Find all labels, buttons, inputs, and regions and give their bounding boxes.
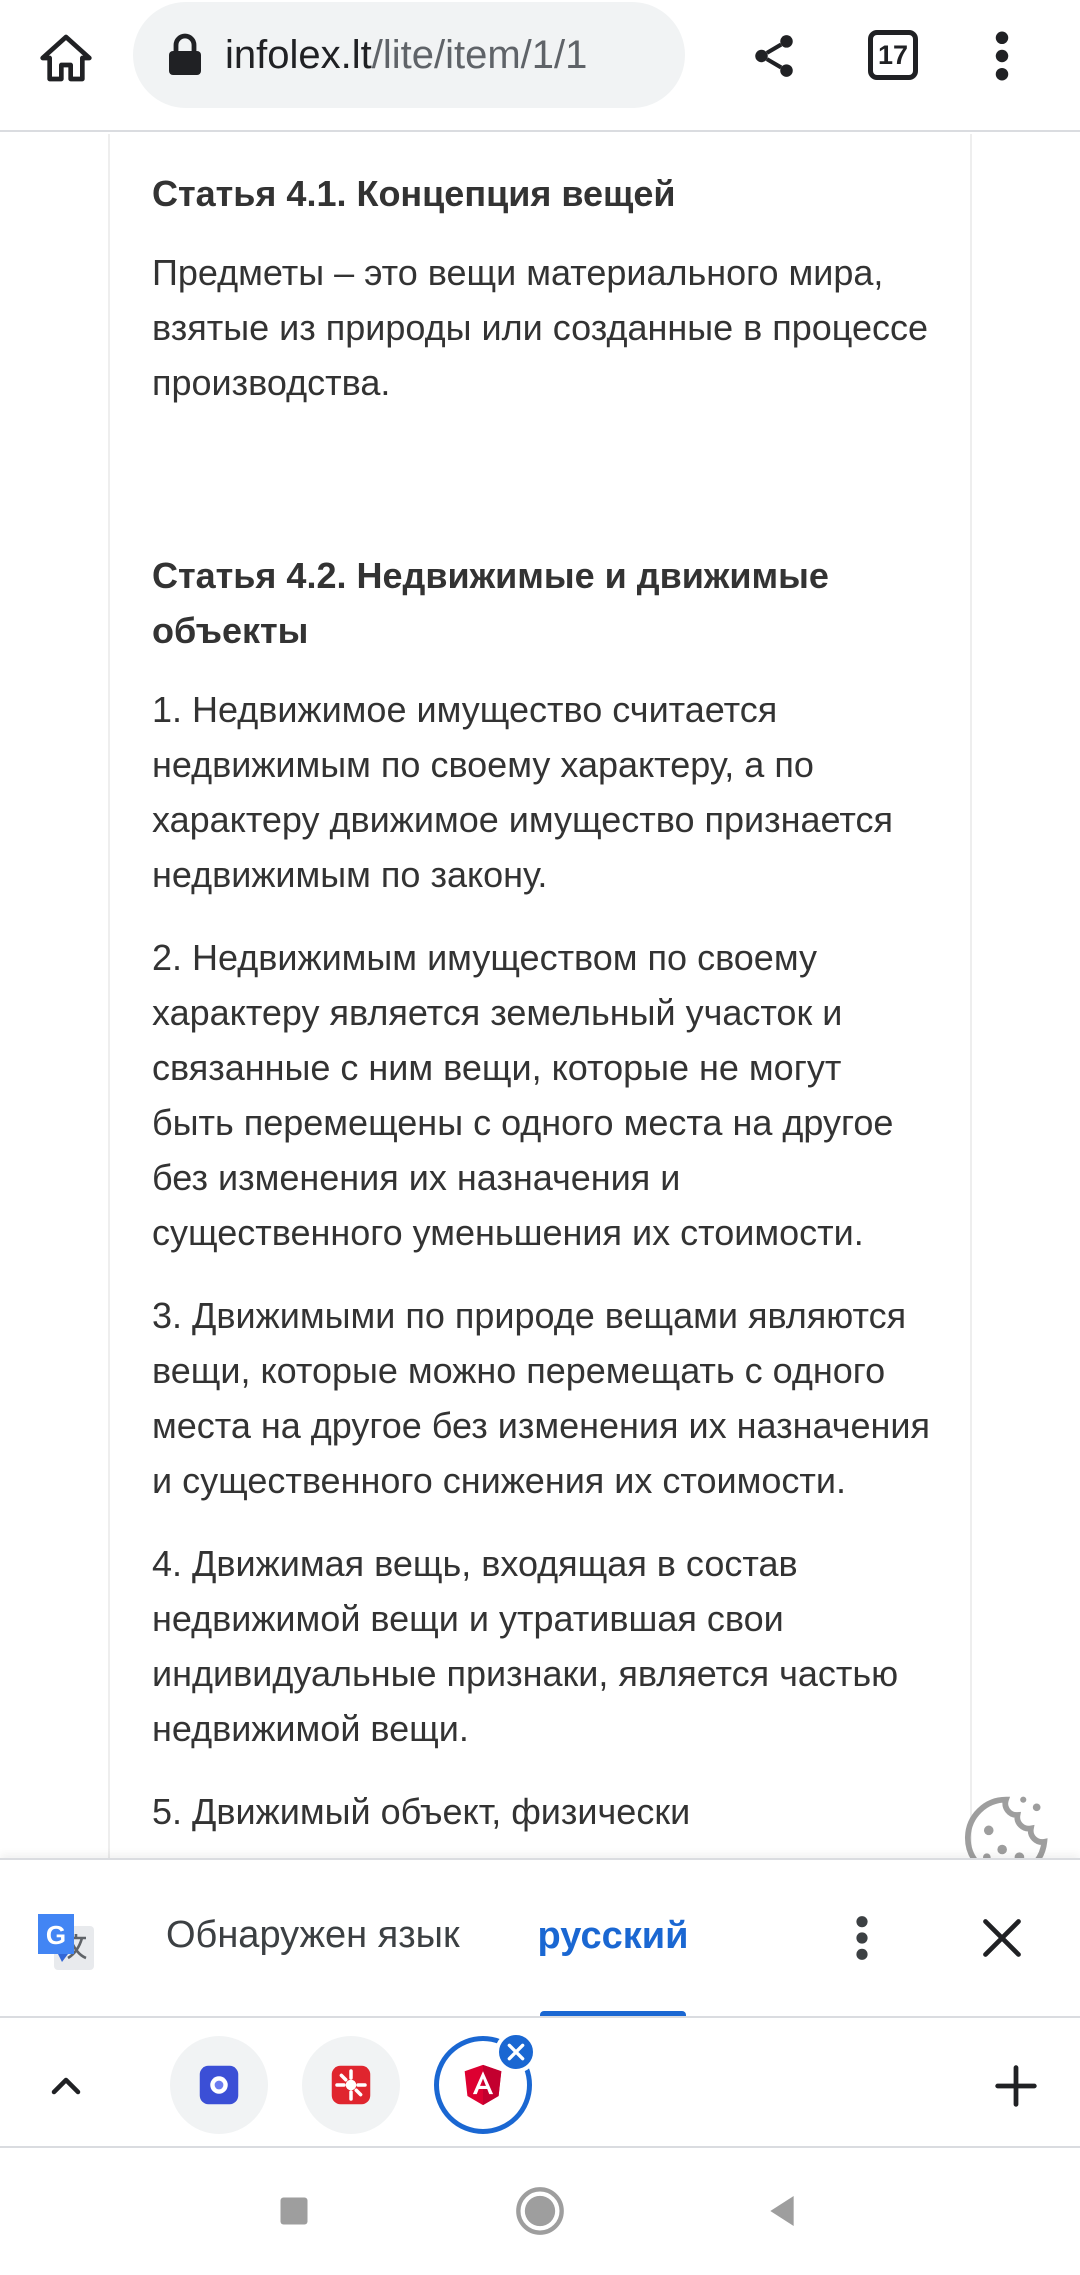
paragraph: Предметы – это вещи материального мира, взятые из природы или созданные в процессе производства. xyxy=(152,252,929,403)
section-heading: Статья 4.1. Концепция вещей xyxy=(152,173,676,214)
recents-icon xyxy=(276,2193,312,2229)
paragraph: 5. Движимый объект, физически xyxy=(152,1791,691,1832)
paragraph: 1. Недвижимое имущество считается недвижимым по своему характеру, а по характеру движимое имущество признается недвижимым по закону. xyxy=(152,689,893,895)
tab-2[interactable] xyxy=(302,2036,400,2134)
language-detected-label: Обнаружен язык xyxy=(166,1914,460,1956)
tab-count: 17 xyxy=(877,39,909,70)
more-vert-icon xyxy=(855,1914,869,1962)
lock-icon xyxy=(167,33,203,77)
web-page xyxy=(0,134,1080,1860)
system-navigation-bar xyxy=(0,2148,1080,2275)
share-button[interactable] xyxy=(738,20,810,92)
close-icon xyxy=(506,2042,526,2062)
paragraph: 4. Движимая вещь, входящая в состав недвижимой вещи и утратившая свои индивидуальные признаки, является частью недвижимой вещи. xyxy=(152,1543,899,1749)
section-gap xyxy=(152,438,930,548)
home-icon xyxy=(38,30,94,86)
tab-strip xyxy=(0,2016,1080,2148)
app-logo-blue-icon xyxy=(198,2064,240,2106)
home-circle-icon xyxy=(514,2185,566,2237)
home-nav-button[interactable] xyxy=(500,2176,580,2246)
expand-tabs-button[interactable] xyxy=(38,2058,94,2114)
more-vert-icon xyxy=(994,30,1010,82)
browser-menu-button[interactable] xyxy=(976,20,1028,92)
language-label: русский xyxy=(537,1914,689,1957)
tab-3-active[interactable] xyxy=(434,2036,532,2134)
google-translate-icon xyxy=(34,1910,98,1974)
language-tab-selected[interactable] xyxy=(537,1860,689,2018)
chevron-up-icon xyxy=(48,2068,84,2104)
home-button[interactable] xyxy=(30,22,102,94)
paragraph: 3. Движимыми по природе вещами являются вещи, которые можно перемещать с одного места на другое без изменения их назначения и существенного снижения их стоимости. xyxy=(152,1295,931,1501)
svg-text:G: G xyxy=(45,1920,67,1950)
recents-button[interactable] xyxy=(254,2176,334,2246)
close-icon xyxy=(980,1916,1024,1960)
section-heading: Статья 4.2. Недвижимые и движимые объекты xyxy=(152,555,829,651)
back-button[interactable] xyxy=(742,2176,822,2246)
new-tab-button[interactable] xyxy=(984,2054,1048,2118)
back-triangle-icon xyxy=(762,2191,802,2231)
cookie-settings-icon[interactable] xyxy=(960,1792,1052,1860)
tab-1[interactable] xyxy=(170,2036,268,2134)
angular-logo-icon xyxy=(461,2063,505,2107)
translate-close-button[interactable] xyxy=(970,1906,1034,1970)
url-bar[interactable] xyxy=(133,2,685,108)
plus-icon xyxy=(994,2064,1038,2108)
share-icon xyxy=(749,31,799,81)
app-logo-red-icon xyxy=(330,2064,372,2106)
url-text: infolex.lt/lite/item/1/1 xyxy=(225,32,588,77)
translate-options-button[interactable] xyxy=(836,1906,888,1970)
article-body xyxy=(108,134,972,1860)
paragraph: 2. Недвижимым имуществом по своему характеру является земельный участок и связанные с ним вещи, которые не могут быть перемещены с одного места на другое без изменения их назначения и существенного уменьшения их стоимости. xyxy=(152,937,894,1253)
tab-switcher-button[interactable] xyxy=(868,30,918,80)
close-tab-button[interactable] xyxy=(495,2031,537,2073)
browser-toolbar xyxy=(0,0,1080,132)
translate-bar xyxy=(0,1858,1080,2016)
